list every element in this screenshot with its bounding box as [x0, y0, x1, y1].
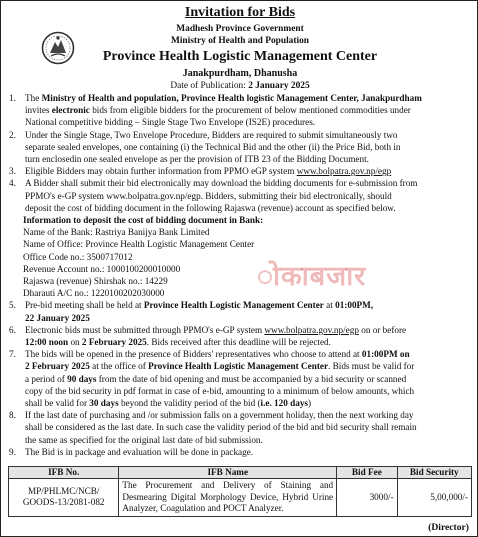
- text-run: 22 January 2025: [25, 312, 90, 323]
- clause-number: 3.: [9, 166, 16, 177]
- clause-number: 6.: [9, 324, 16, 335]
- ifb-name-cell: The Procurement and Delivery of Staining and Desmearing Digital Morphology Device, Hybrid Urine Analyzer, Coagulation and POCT Analyzer.: [119, 479, 337, 517]
- text-run: shall be considered as the last date. In such case the validity period of the bid and bid security shall remain: [25, 422, 417, 433]
- clause-line: [25, 348, 471, 360]
- bank-line: Name of the Bank: Rastriya Banijya Bank Limited: [23, 227, 210, 238]
- table-header-row: [9, 467, 472, 479]
- clause-line: [25, 421, 471, 433]
- bank-line: Office Code no.: 3500717012: [23, 251, 133, 262]
- column-header: Bid Fee: [337, 467, 397, 479]
- text-run: a period of: [25, 373, 68, 384]
- text-run: A Bidder shall submit their bid electronically may download the bidding documents for e-submission from: [25, 178, 418, 189]
- table-row: [9, 479, 472, 517]
- bank-info-heading: Information to deposit the cost of bidding document in Bank:: [23, 215, 264, 226]
- clause-item: [1, 299, 478, 323]
- bid-fee-cell: 3000/-: [337, 479, 397, 517]
- clause-item: [1, 129, 478, 166]
- bank-line: Revenue Account no.: 1000100200010000: [23, 263, 181, 274]
- clause-number: 9.: [9, 446, 16, 457]
- text-run: 12:00 noon: [25, 337, 69, 348]
- text-run: www.bolpatra.gov.np/egp: [264, 324, 359, 335]
- text-run: PPMO's e-GP system www.bolpatra.gov.np/egp. Bidders, submitting their bid electronically, should: [25, 190, 392, 201]
- clause-line: [25, 299, 471, 311]
- clause-line: [25, 324, 471, 336]
- clause-line: [25, 177, 471, 189]
- bank-line: Dharauti A/C no.: 1220100202030000: [23, 288, 165, 299]
- text-run: on: [68, 337, 82, 348]
- clause-line: [25, 446, 471, 458]
- government-name: Madhesh Province Government: [176, 24, 304, 34]
- column-header: IFB Name: [119, 467, 337, 479]
- bank-info: [1, 214, 478, 299]
- clause-line: [25, 129, 471, 141]
- text-run: electronic: [51, 105, 90, 116]
- text-run: If the last date of purchasing and /or submission falls on a government holiday, then the next working day: [25, 410, 414, 421]
- clause-line: [25, 202, 471, 214]
- column-header: IFB No.: [9, 467, 119, 479]
- text-run: The: [25, 93, 42, 103]
- text-run: Province Health Logistic Management Center: [143, 300, 324, 311]
- text-run: Pre-bid meeting shall be held at: [25, 300, 144, 311]
- bank-line: Rajaswa (revenue) Shirshak no.: 14229: [23, 276, 168, 287]
- center-name: Province Health Logistic Management Center: [102, 49, 378, 64]
- ministry-name: Ministry of Health and Population: [170, 36, 310, 46]
- text-run: separate sealed envelopes, one containing (i) the Technical Bid and the other (ii) the Price Bid, both in: [25, 141, 401, 152]
- text-run: 01:00PM on: [361, 349, 410, 360]
- clause-line: [25, 104, 471, 116]
- text-run: Electronic bids must be submitted through PPMO's e-GP system: [25, 324, 265, 335]
- text-run: 30 days: [89, 398, 119, 409]
- clause-item: [1, 165, 478, 177]
- text-run: copy of the bid security in pdf format in case of e-bid, amounting to a minimum of below amounts, which: [25, 385, 415, 396]
- clause-number: 4.: [9, 178, 16, 189]
- text-run: Under the Single Stage, Two Envelope Procedure, Bidders are required to submit simultaneously two: [25, 129, 398, 140]
- clause-line: [25, 141, 471, 153]
- text-run: ): [308, 398, 312, 409]
- text-run: . Bids must be valid for: [328, 361, 415, 372]
- text-run: Province Health Logistic Management Center: [148, 361, 329, 372]
- text-run: www.bolpatra.gov.np/egp: [296, 166, 392, 177]
- notice-clauses: [1, 92, 478, 458]
- text-run: turn enclosedin one sealed envelope as per the provision of ITB 23 of the Bidding Document.: [25, 154, 369, 165]
- text-run: bids from eligible bidders for the procurement of below mentioned commodities under: [89, 105, 411, 116]
- column-header: Bid Security: [397, 467, 471, 479]
- clause-line: [25, 116, 471, 128]
- publication-date: Date of Publication: 2 January 2025: [170, 81, 310, 91]
- clause-line: [25, 385, 471, 397]
- text-run: shall be valid for: [25, 398, 90, 409]
- clause-line: [25, 190, 471, 202]
- text-run: invites: [25, 105, 52, 116]
- clause-line: [25, 409, 471, 421]
- text-run: . Bids received after this deadline will be rejected.: [146, 337, 331, 348]
- clause-item: [1, 446, 478, 458]
- clause-number: 1.: [9, 93, 16, 103]
- clause-line: [25, 336, 471, 348]
- clause-line: [25, 360, 471, 372]
- text-run: Eligible Bidders may obtain further information from PPMO eGP system: [25, 166, 297, 177]
- clause-line: [25, 373, 471, 385]
- text-run: 2 February 2025: [81, 337, 147, 348]
- clause-item: [1, 177, 478, 214]
- city-name: Janakpurdham, Dhanusha: [182, 68, 298, 79]
- clause-line: [25, 165, 471, 177]
- clause-line: [25, 153, 471, 165]
- bid-security-cell: 5,00,000/-: [397, 479, 471, 517]
- text-run: Ministry of Health and population, Province Health logistic Management Center, Janakpurdham: [41, 93, 422, 103]
- clause-item: [1, 92, 478, 129]
- clause-number: 5.: [9, 300, 16, 311]
- text-run: the same as specified for the original last date of bid submission.: [25, 434, 263, 445]
- notice-title: Invitation for Bids: [184, 5, 296, 20]
- text-run: beyond the validity period of the bid (: [118, 398, 261, 409]
- text-run: i.e. 120 days: [260, 398, 309, 409]
- text-run: from the date of bid opening and must be accompanied by a bid security or scanned: [96, 373, 407, 384]
- ifb-table: [8, 466, 472, 517]
- watermark-logo: ोकाबजार: [257, 261, 367, 292]
- clause-item: [1, 409, 478, 446]
- clause-number: 2.: [9, 129, 16, 140]
- clause-item: [1, 348, 478, 409]
- text-run: The bids will be opened in the presence of Bidders' representatives who choose to attend at: [25, 349, 362, 360]
- text-run: The Bid is in package and evaluation will be done in package.: [25, 446, 254, 457]
- clause-number: 8.: [9, 410, 16, 421]
- ifb-number-cell: MP/PHLMC/NCB/ GOODS-13/2081-082: [9, 479, 119, 517]
- clause-line: [25, 312, 471, 324]
- clause-line: [25, 397, 471, 409]
- text-run: deposit the cost of bidding document in the following Rajaswa (revenue) account as specified below.: [25, 202, 396, 213]
- clause-number: 7.: [9, 349, 16, 360]
- clause-line: [25, 434, 471, 446]
- text-run: at: [323, 300, 336, 311]
- text-run: 01:00PM,: [335, 300, 374, 311]
- text-run: 90 days: [67, 373, 97, 384]
- text-run: on or before: [358, 324, 407, 335]
- clause-line: [25, 92, 471, 104]
- bank-line: Name of Office: Province Health Logistic Management Center: [23, 239, 255, 250]
- text-run: National competitive bidding – Single Stage Two Envelope (IS2E) procedures.: [25, 117, 316, 128]
- signature: (Director): [428, 522, 469, 533]
- text-run: at the office of: [89, 361, 149, 372]
- clause-item: [1, 324, 478, 348]
- text-run: 2 February 2025: [25, 361, 90, 372]
